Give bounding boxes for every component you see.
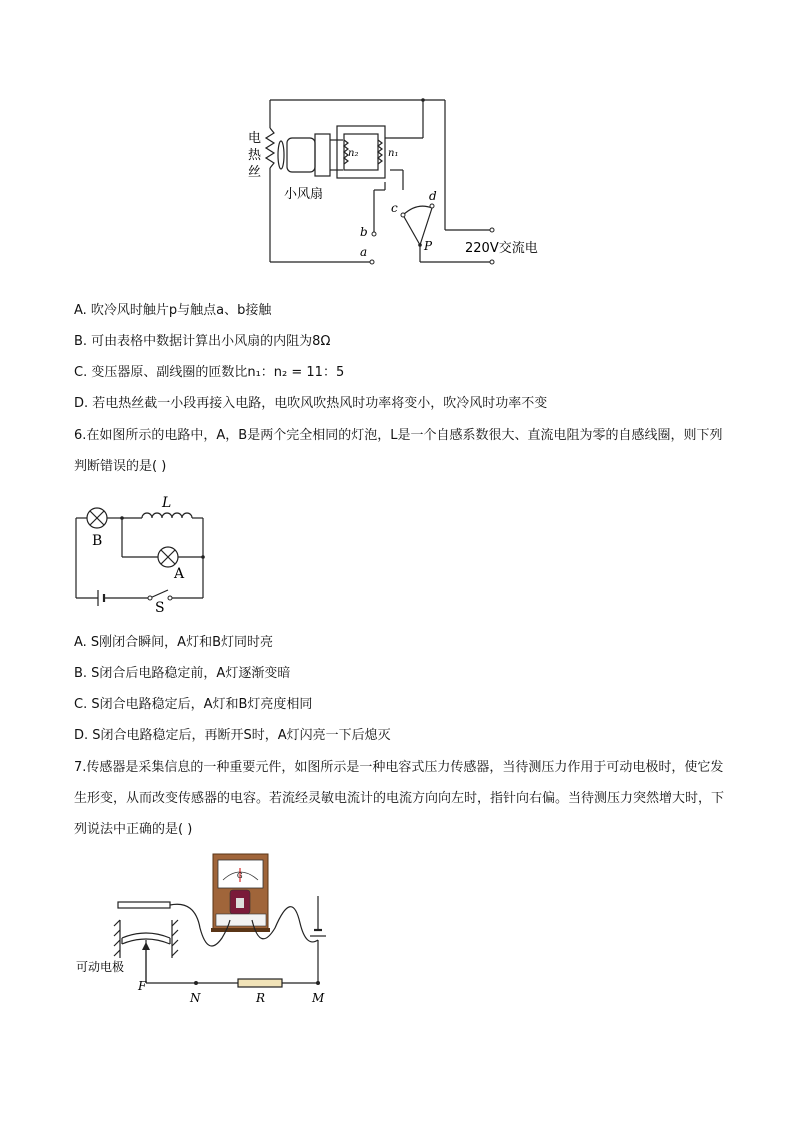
contact-c xyxy=(401,213,405,217)
q7-stem: 7.传感器是采集信息的一种重要元件，如图所示是一种电容式压力传感器，当待测压力作用于可动电极时，使它发生形变，从而改变传感器的电容。若流经灵敏电流计的电流方向向左时，指针向右偏。当待测压力突然增大时，下列说法中正确的是( ) xyxy=(74,760,725,837)
inductor-circuit-figure xyxy=(70,490,220,615)
label-F: F xyxy=(138,979,147,993)
q6-option-b: B. S闭合后电路稳定前，A灯逐渐变暗 xyxy=(74,666,291,681)
contact-a xyxy=(370,260,374,264)
source-label: 220V交流电 xyxy=(465,241,538,256)
q5-option-c: C. 变压器原、副线圈的匝数比n₁：n₂ = 11：5 xyxy=(74,365,345,380)
heater-label-1: 电 xyxy=(248,131,262,146)
label-G: G xyxy=(237,872,243,880)
inductor-l xyxy=(142,513,192,518)
q5-option-a: A. 吹冷风时触片p与触点a、b接触 xyxy=(74,303,272,318)
fan-label: 小风扇 xyxy=(284,187,324,202)
label-M: M xyxy=(312,991,325,1005)
heater-coil xyxy=(266,128,274,168)
heater-label-2: 热 xyxy=(248,148,262,163)
label-A: A xyxy=(174,566,185,582)
switch-s xyxy=(150,590,168,598)
label-c: c xyxy=(391,201,398,215)
label-b: b xyxy=(360,225,368,239)
fan-motor xyxy=(287,138,315,172)
q5-option-b: B. 可由表格中数据计算出小风扇的内阻为8Ω xyxy=(74,334,331,349)
galvanometer xyxy=(211,854,270,932)
label-S: S xyxy=(155,600,165,615)
movable-electrode xyxy=(122,933,170,938)
label-n1: n₁ xyxy=(388,148,399,159)
q5-option-d: D. 若电热丝截一小段再接入电路，电吹风吹热风时功率将变小，吹冷风时功率不变 xyxy=(74,396,548,411)
contact-d xyxy=(430,204,434,208)
label-n2: n₂ xyxy=(348,148,359,159)
fan-blade xyxy=(278,141,284,169)
label-B: B xyxy=(92,533,103,549)
q6-option-a: A. S刚闭合瞬间，A灯和B灯同时亮 xyxy=(74,635,273,650)
resistor-r xyxy=(238,979,282,987)
heater-label-3: 丝 xyxy=(248,165,262,180)
hair-dryer-circuit-figure xyxy=(240,90,560,270)
label-R: R xyxy=(256,991,266,1005)
contact-b xyxy=(372,232,376,236)
label-L: L xyxy=(162,495,172,511)
q6-option-d: D. S闭合电路稳定后，再断开S时，A灯闪亮一下后熄灭 xyxy=(74,728,391,743)
q6-stem: 6.在如图所示的电路中，A，B是两个完全相同的灯泡，L是一个自感系数很大、直流电阻为零的自感线圈，则下列判断错误的是( ) xyxy=(74,428,723,474)
label-a: a xyxy=(360,245,368,259)
pressure-sensor-figure xyxy=(70,848,360,1013)
label-d: d xyxy=(429,189,437,203)
label-P: P xyxy=(424,239,433,253)
switch-arm xyxy=(403,215,420,245)
electrode-label: 可动电极 xyxy=(76,960,125,974)
label-N: N xyxy=(190,991,201,1005)
q6-option-c: C. S闭合电路稳定后，A灯和B灯亮度相同 xyxy=(74,697,313,712)
